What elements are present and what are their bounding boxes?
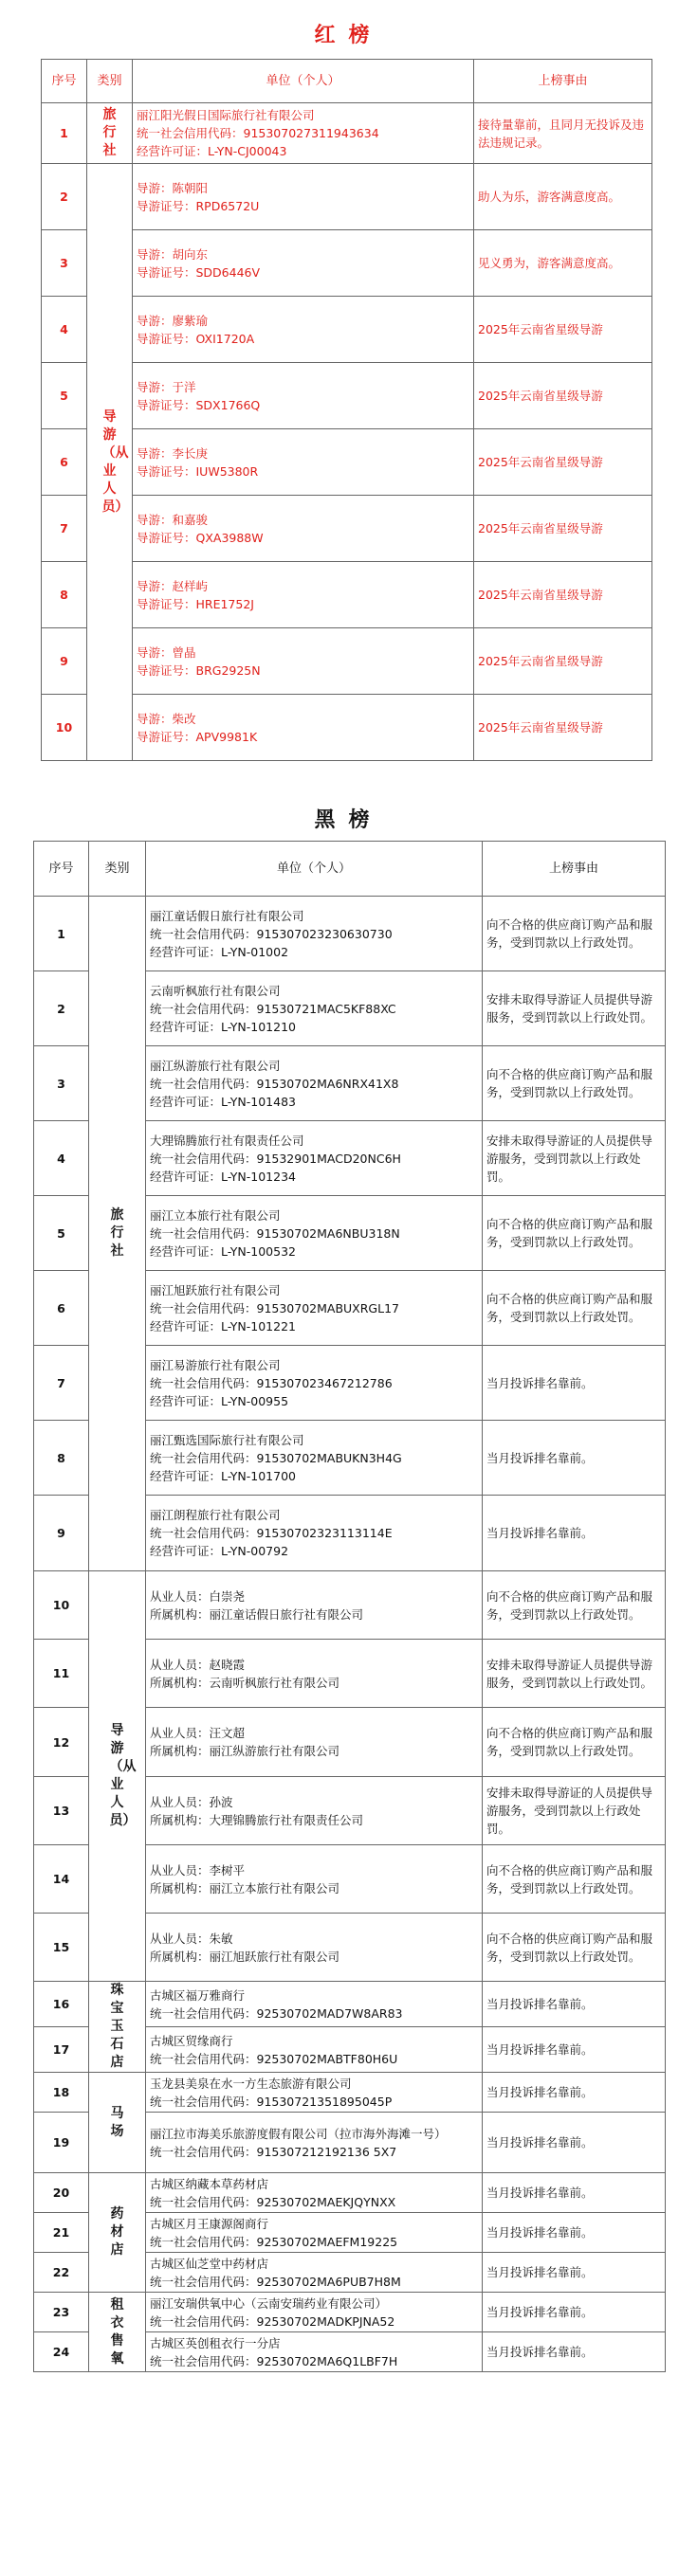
unit-cell xyxy=(133,695,474,761)
table-header-row xyxy=(42,60,652,103)
reason-cell: 当月投诉排名靠前。 xyxy=(483,2213,666,2253)
row-number: 7 xyxy=(34,1346,89,1421)
header-category: 类别 xyxy=(89,842,146,897)
header-reason: 上榜事由 xyxy=(483,842,666,897)
unit-line: 统一社会信用代码：915307027311943634 xyxy=(137,126,379,140)
unit-cell xyxy=(133,429,474,496)
unit-line: 古城区英创租衣行一分店 xyxy=(150,2335,281,2350)
unit-line: 古城区贸缘商行 xyxy=(150,2033,233,2048)
category-label: 马场 xyxy=(110,2105,124,2139)
row-number: 10 xyxy=(42,695,87,761)
unit-line: 导游：陈朝阳 xyxy=(137,180,209,195)
row-number: 12 xyxy=(34,1708,89,1777)
reason-cell: 安排未取得导游证人员提供导游服务，受到罚款以上行政处罚。 xyxy=(483,971,666,1046)
row-number: 4 xyxy=(34,1121,89,1196)
unit-line: 所属机构：丽江纵游旅行社有限公司 xyxy=(150,1744,340,1758)
unit-line: 丽江甄选国际旅行社有限公司 xyxy=(150,1432,304,1447)
unit-line: 导游：胡向东 xyxy=(137,246,209,262)
unit-line: 导游：廖紫瑜 xyxy=(137,313,209,328)
row-number: 3 xyxy=(34,1046,89,1121)
reason-cell: 向不合格的供应商订购产品和服务，受到罚款以上行政处罚。 xyxy=(483,1914,666,1982)
table-header-row xyxy=(34,842,666,897)
unit-line: 导游：曾晶 xyxy=(137,644,196,660)
category-label: 珠宝玉石店 xyxy=(110,1983,124,2070)
unit-line: 统一社会信用代码：92530702MAEKJQYNXX xyxy=(150,2194,396,2209)
unit-line: 导游证号：RPD6572U xyxy=(137,198,260,213)
row-number: 23 xyxy=(34,2293,89,2332)
unit-line: 所属机构：云南听枫旅行社有限公司 xyxy=(150,1675,340,1690)
reason-cell: 向不合格的供应商订购产品和服务，受到罚款以上行政处罚。 xyxy=(483,1708,666,1777)
row-number: 17 xyxy=(34,2027,89,2073)
reason-cell: 2025年云南省星级导游 xyxy=(474,628,652,695)
table-row xyxy=(42,230,652,297)
unit-line: 统一社会信用代码：915307023467212786 xyxy=(150,1375,393,1390)
unit-line: 所属机构：大理锦腾旅行社有限责任公司 xyxy=(150,1812,364,1827)
row-number: 19 xyxy=(34,2113,89,2173)
category-label: 租衣售氧 xyxy=(110,2296,124,2367)
unit-line: 经营许可证：L-YN-101483 xyxy=(150,1094,296,1109)
row-number: 22 xyxy=(34,2253,89,2293)
table-row xyxy=(42,429,652,496)
unit-line: 经营许可证：L-YN-01002 xyxy=(150,944,289,959)
unit-cell xyxy=(146,1121,483,1196)
header-no: 序号 xyxy=(42,60,87,103)
table-row xyxy=(42,562,652,628)
header-category: 类别 xyxy=(87,60,133,103)
unit-cell xyxy=(133,562,474,628)
unit-line: 统一社会信用代码：92530702MAD7W8AR83 xyxy=(150,2005,403,2021)
row-number: 9 xyxy=(42,628,87,695)
unit-line: 导游：和嘉骏 xyxy=(137,512,209,527)
unit-line: 经营许可证：L-YN-100532 xyxy=(150,1243,296,1259)
unit-line: 大理锦腾旅行社有限责任公司 xyxy=(150,1133,304,1148)
unit-line: 导游证号：OXI1720A xyxy=(137,331,255,346)
table-row xyxy=(42,164,652,230)
unit-line: 丽江立本旅行社有限公司 xyxy=(150,1207,281,1223)
unit-line: 丽江朗程旅行社有限公司 xyxy=(150,1508,281,1522)
unit-line: 导游证号：IUW5380R xyxy=(137,463,259,479)
unit-cell xyxy=(133,297,474,363)
row-number: 9 xyxy=(34,1496,89,1571)
unit-line: 古城区仙芝堂中药材店 xyxy=(150,2256,269,2271)
unit-line: 丽江阳光假日国际旅行社有限公司 xyxy=(137,108,315,122)
unit-line: 统一社会信用代码：92530702MAEFM19225 xyxy=(150,2234,398,2249)
unit-line: 从业人员：汪文超 xyxy=(150,1726,246,1740)
reason-cell: 当月投诉排名靠前。 xyxy=(483,2253,666,2293)
unit-line: 经营许可证：L-YN-101700 xyxy=(150,1468,296,1483)
unit-line: 经营许可证：L-YN-00955 xyxy=(150,1393,289,1408)
unit-line: 云南听枫旅行社有限公司 xyxy=(150,983,281,998)
row-number: 8 xyxy=(42,562,87,628)
unit-line: 统一社会信用代码：92530702MADKPJNA52 xyxy=(150,2313,395,2329)
category-label: 导游（从业人员） xyxy=(101,408,129,515)
unit-cell xyxy=(146,1708,483,1777)
unit-cell xyxy=(146,2073,483,2113)
table-row xyxy=(42,628,652,695)
unit-cell xyxy=(146,1346,483,1421)
reason-cell: 接待量靠前，且同月无投诉及违法违规记录。 xyxy=(474,103,652,164)
red-list-title: 红榜 xyxy=(314,24,383,47)
unit-line: 古城区月王康源阁商行 xyxy=(150,2216,269,2231)
table-row xyxy=(34,2073,666,2113)
reason-cell: 当月投诉排名靠前。 xyxy=(483,2027,666,2073)
row-number: 18 xyxy=(34,2073,89,2113)
reason-cell: 2025年云南省星级导游 xyxy=(474,562,652,628)
unit-line: 经营许可证：L-YN-00792 xyxy=(150,1544,289,1558)
unit-cell xyxy=(133,230,474,297)
reason-cell: 向不合格的供应商订购产品和服务，受到罚款以上行政处罚。 xyxy=(483,1196,666,1271)
category-label: 旅行社 xyxy=(102,107,117,158)
reason-cell: 向不合格的供应商订购产品和服务，受到罚款以上行政处罚。 xyxy=(483,1571,666,1640)
unit-line: 所属机构：丽江童话假日旅行社有限公司 xyxy=(150,1606,364,1622)
reason-cell: 2025年云南省星级导游 xyxy=(474,429,652,496)
table-row xyxy=(34,1982,666,2027)
row-number: 3 xyxy=(42,230,87,297)
unit-line: 导游证号：QXA3988W xyxy=(137,530,264,545)
unit-line: 丽江易游旅行社有限公司 xyxy=(150,1357,281,1372)
row-number: 14 xyxy=(34,1845,89,1914)
unit-cell xyxy=(133,496,474,562)
black-list-title: 黑榜 xyxy=(314,808,383,832)
row-number: 1 xyxy=(42,103,87,164)
reason-cell: 当月投诉排名靠前。 xyxy=(483,1421,666,1496)
header-unit: 单位（个人） xyxy=(133,60,474,103)
unit-line: 导游：李长庚 xyxy=(137,445,209,461)
unit-line: 玉龙县美泉在水一方生态旅游有限公司 xyxy=(150,2076,352,2091)
reason-cell: 当月投诉排名靠前。 xyxy=(483,2293,666,2332)
table-row xyxy=(42,297,652,363)
unit-cell xyxy=(146,1982,483,2027)
unit-line: 丽江旭跃旅行社有限公司 xyxy=(150,1282,281,1297)
unit-line: 导游证号：SDD6446V xyxy=(137,264,261,280)
reason-cell: 向不合格的供应商订购产品和服务，受到罚款以上行政处罚。 xyxy=(483,1046,666,1121)
category-cell xyxy=(87,164,133,761)
reason-cell: 当月投诉排名靠前。 xyxy=(483,1496,666,1571)
category-label: 旅行社 xyxy=(110,1207,124,1259)
header-no: 序号 xyxy=(34,842,89,897)
row-number: 4 xyxy=(42,297,87,363)
unit-line: 导游证号：HRE1752J xyxy=(137,596,254,611)
table-row xyxy=(42,363,652,429)
red-list-table xyxy=(41,59,652,761)
table-row xyxy=(34,2173,666,2213)
unit-line: 所属机构：丽江旭跃旅行社有限公司 xyxy=(150,1949,340,1964)
unit-line: 导游证号：BRG2925N xyxy=(137,662,261,678)
unit-line: 从业人员：朱敏 xyxy=(150,1931,233,1946)
unit-cell xyxy=(146,1421,483,1496)
unit-cell xyxy=(146,1914,483,1982)
row-number: 11 xyxy=(34,1640,89,1708)
unit-line: 统一社会信用代码：92530702MA6Q1LBF7H xyxy=(150,2353,398,2368)
table-row xyxy=(34,897,666,971)
unit-cell xyxy=(146,971,483,1046)
unit-cell xyxy=(133,164,474,230)
unit-cell xyxy=(146,2213,483,2253)
unit-cell xyxy=(146,1640,483,1708)
unit-cell xyxy=(146,1845,483,1914)
unit-cell xyxy=(146,1777,483,1845)
reason-cell: 见义勇为，游客满意度高。 xyxy=(474,230,652,297)
row-number: 16 xyxy=(34,1982,89,2027)
unit-cell xyxy=(146,1046,483,1121)
unit-line: 统一社会信用代码：91530721MAC5KF88XC xyxy=(150,1001,396,1016)
unit-line: 导游证号：APV9981K xyxy=(137,729,258,744)
reason-cell: 2025年云南省星级导游 xyxy=(474,297,652,363)
unit-cell xyxy=(133,363,474,429)
reason-cell: 当月投诉排名靠前。 xyxy=(483,2073,666,2113)
unit-line: 从业人员：白崇尧 xyxy=(150,1588,246,1604)
row-number: 2 xyxy=(42,164,87,230)
category-cell xyxy=(89,1982,146,2073)
row-number: 21 xyxy=(34,2213,89,2253)
row-number: 15 xyxy=(34,1914,89,1982)
unit-line: 经营许可证：L-YN-101221 xyxy=(150,1318,296,1333)
row-number: 8 xyxy=(34,1421,89,1496)
reason-cell: 安排未取得导游证的人员提供导游服务，受到罚款以上行政处罚。 xyxy=(483,1777,666,1845)
row-number: 6 xyxy=(34,1271,89,1346)
category-cell xyxy=(89,897,146,1571)
unit-line: 导游：柴改 xyxy=(137,711,196,726)
header-unit: 单位（个人） xyxy=(146,842,483,897)
row-number: 13 xyxy=(34,1777,89,1845)
unit-line: 古城区纳藏本草药材店 xyxy=(150,2176,269,2191)
unit-cell xyxy=(146,1496,483,1571)
unit-cell xyxy=(146,1196,483,1271)
row-number: 2 xyxy=(34,971,89,1046)
unit-line: 丽江拉市海美乐旅游度假有限公司（拉市海外海滩一号） xyxy=(150,2126,447,2141)
unit-cell xyxy=(133,628,474,695)
category-cell xyxy=(89,2293,146,2372)
unit-cell xyxy=(146,897,483,971)
unit-cell xyxy=(146,2293,483,2332)
reason-cell: 向不合格的供应商订购产品和服务，受到罚款以上行政处罚。 xyxy=(483,897,666,971)
unit-line: 导游：赵样屿 xyxy=(137,578,209,593)
unit-line: 统一社会信用代码：91530721351895045P xyxy=(150,2094,393,2109)
unit-line: 古城区福万雅商行 xyxy=(150,1987,246,2003)
reason-cell: 安排未取得导游证的人员提供导游服务，受到罚款以上行政处罚。 xyxy=(483,1121,666,1196)
unit-line: 经营许可证：L-YN-101210 xyxy=(150,1019,296,1034)
row-number: 1 xyxy=(34,897,89,971)
reason-cell: 当月投诉排名靠前。 xyxy=(483,2173,666,2213)
unit-line: 统一社会信用代码：91530702MABUKN3H4G xyxy=(150,1450,402,1465)
unit-cell xyxy=(146,2173,483,2213)
unit-line: 统一社会信用代码：915307023230630730 xyxy=(150,926,393,941)
unit-cell xyxy=(146,2332,483,2372)
unit-line: 所属机构：丽江立本旅行社有限公司 xyxy=(150,1880,340,1896)
black-list-table xyxy=(33,841,666,2372)
category-cell xyxy=(89,2173,146,2293)
unit-line: 经营许可证：L-YN-101234 xyxy=(150,1169,296,1184)
row-number: 7 xyxy=(42,496,87,562)
category-cell xyxy=(89,2073,146,2173)
table-row xyxy=(34,1571,666,1640)
unit-line: 统一社会信用代码：915307212192136 5X7 xyxy=(150,2144,397,2159)
reason-cell: 向不合格的供应商订购产品和服务，受到罚款以上行政处罚。 xyxy=(483,1845,666,1914)
table-row xyxy=(42,496,652,562)
table-row xyxy=(42,103,652,164)
category-label: 导游（从业人员） xyxy=(109,1723,137,1828)
unit-line: 导游证号：SDX1766Q xyxy=(137,397,261,412)
category-cell xyxy=(87,103,133,164)
reason-cell: 2025年云南省星级导游 xyxy=(474,496,652,562)
unit-line: 经营许可证：L-YN-CJ00043 xyxy=(137,144,287,158)
unit-line: 从业人员：赵晓霞 xyxy=(150,1657,246,1672)
category-label: 药材店 xyxy=(110,2206,124,2258)
unit-cell xyxy=(146,1271,483,1346)
row-number: 5 xyxy=(34,1196,89,1271)
unit-cell xyxy=(146,2113,483,2173)
unit-line: 统一社会信用代码：91532901MACD20NC6H xyxy=(150,1151,401,1166)
unit-cell xyxy=(146,2027,483,2073)
unit-cell xyxy=(133,103,474,164)
reason-cell: 安排未取得导游证人员提供导游服务，受到罚款以上行政处罚。 xyxy=(483,1640,666,1708)
unit-cell xyxy=(146,1571,483,1640)
unit-line: 统一社会信用代码：91530702MA6NBU318N xyxy=(150,1225,400,1241)
category-cell xyxy=(89,1571,146,1982)
unit-line: 从业人员：李树平 xyxy=(150,1862,246,1878)
reason-cell: 当月投诉排名靠前。 xyxy=(483,1346,666,1421)
unit-line: 统一社会信用代码：91530702MA6NRX41X8 xyxy=(150,1076,399,1091)
table-row xyxy=(34,2293,666,2332)
row-number: 20 xyxy=(34,2173,89,2213)
unit-line: 统一社会信用代码：92530702MA6PUB7H8M xyxy=(150,2274,401,2289)
header-reason: 上榜事由 xyxy=(474,60,652,103)
unit-line: 导游：于洋 xyxy=(137,379,196,394)
unit-line: 统一社会信用代码：91530702MABUXRGL17 xyxy=(150,1300,399,1315)
row-number: 24 xyxy=(34,2332,89,2372)
reason-cell: 当月投诉排名靠前。 xyxy=(483,1982,666,2027)
reason-cell: 助人为乐，游客满意度高。 xyxy=(474,164,652,230)
unit-line: 丽江安瑞供氧中心（云南安瑞药业有限公司） xyxy=(150,2295,388,2311)
unit-line: 从业人员：孙波 xyxy=(150,1794,233,1809)
row-number: 5 xyxy=(42,363,87,429)
table-row xyxy=(42,695,652,761)
reason-cell: 向不合格的供应商订购产品和服务，受到罚款以上行政处罚。 xyxy=(483,1271,666,1346)
reason-cell: 当月投诉排名靠前。 xyxy=(483,2332,666,2372)
reason-cell: 2025年云南省星级导游 xyxy=(474,363,652,429)
reason-cell: 当月投诉排名靠前。 xyxy=(483,2113,666,2173)
reason-cell: 2025年云南省星级导游 xyxy=(474,695,652,761)
unit-line: 丽江纵游旅行社有限公司 xyxy=(150,1058,281,1073)
row-number: 6 xyxy=(42,429,87,496)
unit-line: 丽江童话假日旅行社有限公司 xyxy=(150,908,304,923)
unit-line: 统一社会信用代码：92530702MABTF80H6U xyxy=(150,2051,398,2066)
unit-line: 统一社会信用代码：91530702323113114E xyxy=(150,1526,393,1540)
row-number: 10 xyxy=(34,1571,89,1640)
unit-cell xyxy=(146,2253,483,2293)
